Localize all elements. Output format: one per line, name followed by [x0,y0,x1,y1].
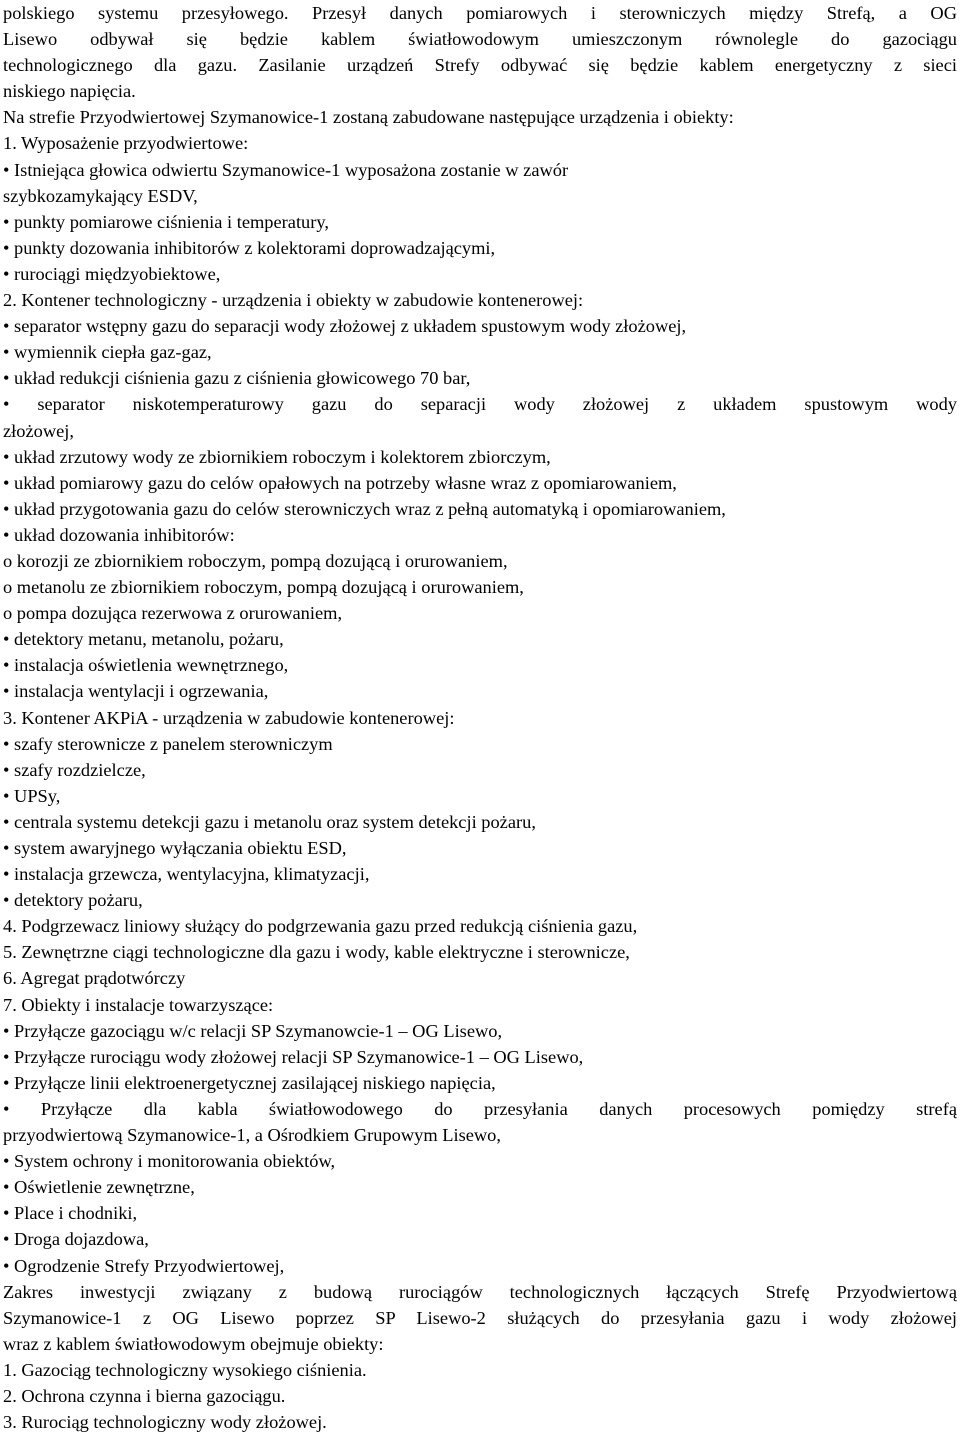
text-line: • Przyłącze dla kabla światłowodowego do przesyłania danych procesowych pomiędzy strefą [3,1098,957,1119]
text-line: • centrala systemu detekcji gazu i metanolu oraz system detekcji pożaru, [3,811,536,832]
text-line: 7. Obiekty i instalacje towarzyszące: [3,994,274,1015]
text-line: • System ochrony i monitorowania obiektów, [3,1151,336,1172]
text-line: • punkty pomiarowe ciśnienia i temperatury, [3,211,329,232]
text-line: 3. Rurociąg technologiczny wody złożowej. [3,1412,327,1433]
text-line: • układ redukcji ciśnienia gazu z ciśnienia głowicowego 70 bar, [3,368,471,389]
text-line: • Przyłącze rurociągu wody złożowej relacji SP Szymanowice-1 – OG Lisewo, [3,1046,584,1067]
text-line: • Przyłącze linii elektroenergetycznej zasilającej niskiego napięcia, [3,1072,496,1093]
text-line: • układ pomiarowy gazu do celów opałowych na potrzeby własne wraz z opomiarowaniem, [3,472,677,493]
text-line: • Przyłącze gazociągu w/c relacji SP Szymanowcie-1 – OG Lisewo, [3,1020,503,1041]
text-line: • układ przygotowania gazu do celów sterowniczych wraz z pełną automatyką i opomiarowaniem, [3,498,726,519]
text-line: • instalacja oświetlenia wewnętrznego, [3,655,289,676]
text-line: technologicznego dla gazu. Zasilanie urządzeń Strefy odbywać się będzie kablem energetyczny z sieci [3,55,957,76]
text-line: 2. Kontener technologiczny - urządzenia i obiekty w zabudowie kontenerowej: [3,290,584,311]
text-line: złożowej, [3,420,74,441]
text-line: 2. Ochrona czynna i bierna gazociągu. [3,1385,286,1406]
text-line: Na strefie Przyodwiertowej Szymanowice-1 zostaną zabudowane następujące urządzenia i obiekty: [3,107,734,128]
text-line: 4. Podgrzewacz liniowy służący do podgrzewania gazu przed redukcją ciśnienia gazu, [3,916,638,937]
text-line: • detektory metanu, metanolu, pożaru, [3,629,284,650]
text-line: • separator wstępny gazu do separacji wody złożowej z układem spustowym wody złożowej, [3,316,687,337]
text-line: • układ dozowania inhibitorów: [3,524,235,545]
text-line: • Droga dojazdowa, [3,1229,149,1250]
text-line: o pompa dozująca rezerwowa z orurowaniem, [3,603,343,624]
text-line: • Place i chodniki, [3,1203,138,1224]
text-line: • Oświetlenie zewnętrzne, [3,1177,195,1198]
text-line: polskiego systemu przesyłowego. Przesył danych pomiarowych i sterowniczych między Strefą, a OG [3,3,957,23]
text-line: • punkty dozowania inhibitorów z kolektorami doprowadzającymi, [3,237,496,258]
text-line: 1. Gazociąg technologiczny wysokiego ciśnienia. [3,1359,367,1380]
text-line: 6. Agregat prądotwórczy [3,968,186,989]
text-line: • Istniejąca głowica odwiertu Szymanowice-1 wyposażona zostanie w zawór [3,159,569,180]
text-line: niskiego napięcia. [3,81,136,102]
text-line: Zakres inwestycji związany z budową rurociągów technologicznych łączących Strefę Przyodwiertową [3,1281,957,1302]
text-line: 5. Zewnętrzne ciągi technologiczne dla gazu i wody, kable elektryczne i sterownicze, [3,942,630,963]
text-line: • instalacja grzewcza, wentylacyjna, klimatyzacji, [3,864,370,885]
text-line: • układ zrzutowy wody ze zbiornikiem roboczym i kolektorem zbiorczym, [3,446,551,467]
text-line: 3. Kontener AKPiA - urządzenia w zabudowie kontenerowej: [3,707,455,728]
text-line: • wymiennik ciepła gaz-gaz, [3,342,212,363]
text-line: • szafy sterownicze z panelem sterowniczym [3,733,333,754]
text-line: o metanolu ze zbiornikiem roboczym, pompą dozującą i orurowaniem, [3,577,524,598]
text-line: Lisewo odbywał się będzie kablem światłowodowym umieszczonym równolegle do gazociągu [3,29,957,50]
text-line: • detektory pożaru, [3,890,143,911]
text-line: wraz z kablem światłowodowym obejmuje obiekty: [3,1333,384,1354]
text-line: • UPSy, [3,785,61,806]
text-line: przyodwiertową Szymanowice-1, a Ośrodkiem Grupowym Lisewo, [3,1125,501,1146]
text-line: • instalacja wentylacji i ogrzewania, [3,681,269,702]
text-line: o korozji ze zbiornikiem roboczym, pompą dozującą i orurowaniem, [3,550,508,571]
text-line: • system awaryjnego wyłączania obiektu ESD, [3,838,347,858]
text-line: • separator niskotemperaturowy gazu do separacji wody złożowej z układem spustowym wody [3,394,957,415]
text-line: • szafy rozdzielcze, [3,759,146,780]
text-line: 1. Wyposażenie przyodwiertowe: [3,133,249,154]
text-line: • rurociągi międzyobiektowe, [3,263,221,284]
text-line: • Ogrodzenie Strefy Przyodwiertowej, [3,1255,285,1276]
text-line: szybkozamykający ESDV, [3,185,198,206]
text-line: Szymanowice-1 z OG Lisewo poprzez SP Lisewo-2 służących do przesyłania gazu i wody złożowej [3,1307,957,1328]
